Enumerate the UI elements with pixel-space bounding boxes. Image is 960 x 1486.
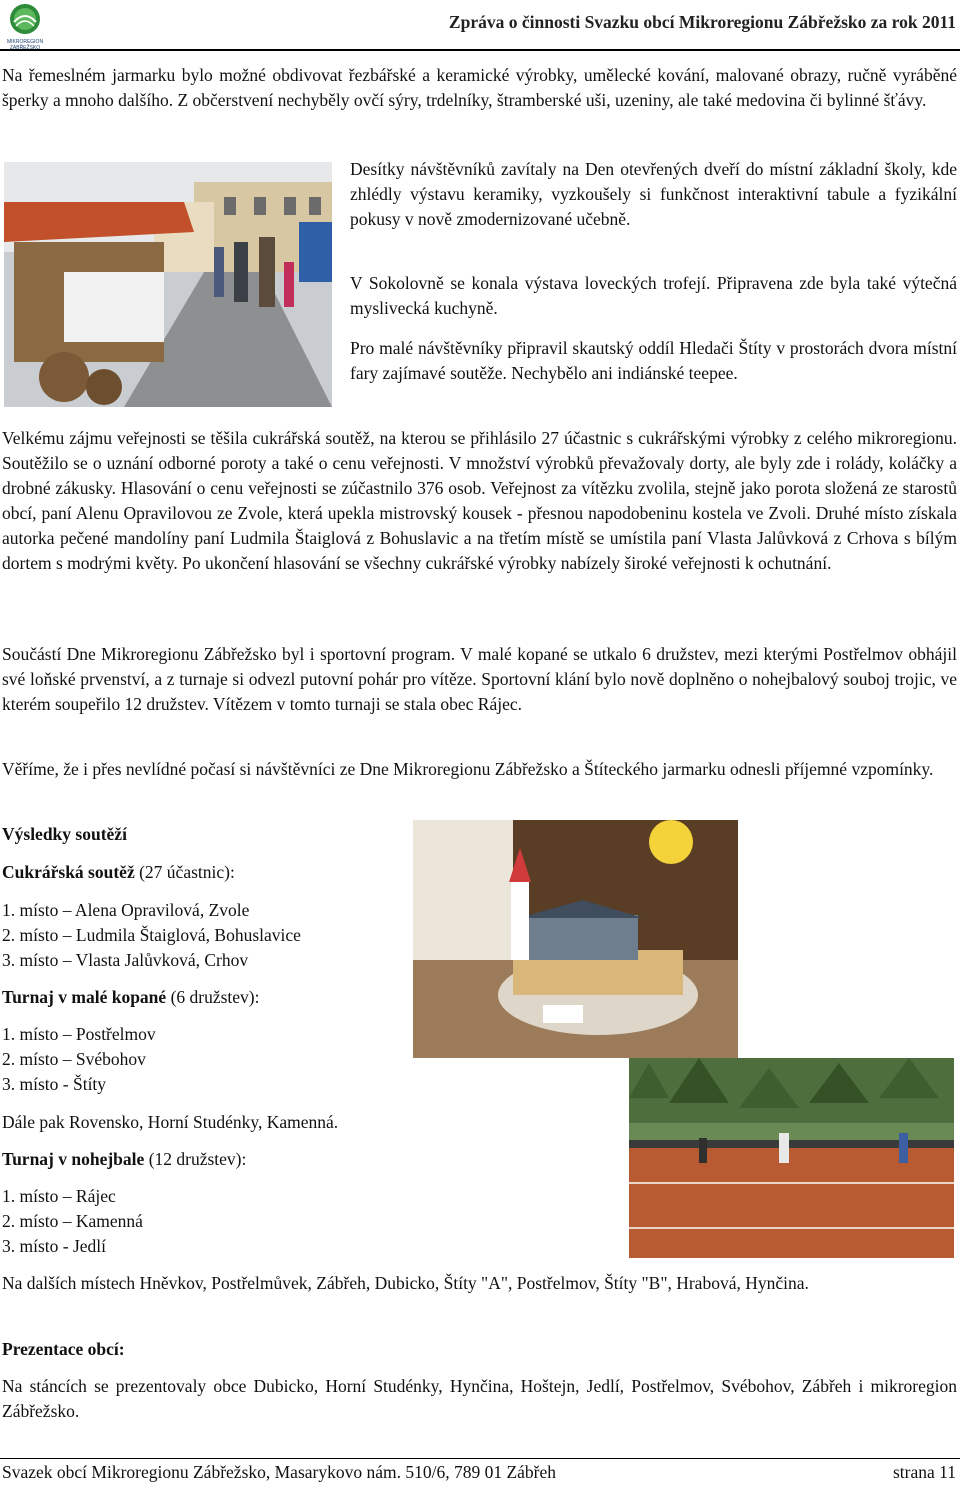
kopana-others: Dále pak Rovensko, Horní Studénky, Kamenná. bbox=[2, 1112, 339, 1132]
result-place: 1. místo – Rájec bbox=[2, 1186, 116, 1206]
result-place: 2. místo – Ludmila Štaiglová, Bohuslavice bbox=[2, 925, 301, 945]
prezentace-paragraph: Na stáncích se prezentovaly obce Dubicko, Horní Studénky, Hynčina, Hoštejn, Jedlí, Postřelmov, Svébohov, Zábřeh i mikroregion Zábřežsko. bbox=[2, 1376, 957, 1421]
kopana-heading: Turnaj v malé kopané (6 družstev): bbox=[2, 987, 260, 1007]
side-paragraph: Desítky návštěvníků zavítaly na Den otevřených dveří do místní základní školy, kde zhlédly výstavu keramiky, vyzkoušely si funkčnost interaktivní tabule a fyzikální pokusy v nově zmodernizované učebně. bbox=[350, 159, 957, 229]
sport-photo bbox=[629, 1058, 954, 1258]
result-place: 1. místo – Postřelmov bbox=[2, 1024, 156, 1044]
side-paragraph: Pro malé návštěvníky připravil skautský oddíl Hledači Štíty v prostorách dvora místní fary zajímavé soutěže. Nechybělo ani indiánské teepee. bbox=[350, 338, 957, 383]
result-place: 3. místo – Vlasta Jalůvková, Crhov bbox=[2, 950, 249, 970]
footer-divider bbox=[0, 1458, 960, 1459]
result-place: 3. místo - Jedlí bbox=[2, 1236, 107, 1256]
footer-address: Svazek obcí Mikroregionu Zábřežsko, Masarykovo nám. 510/6, 789 01 Zábřeh bbox=[2, 1462, 557, 1482]
closing-paragraph: Věříme, že i přes nevlídné počasí si návštěvníci ze Dne Mikroregionu Zábřežsko a Štíteckého jarmarku odnesli příjemné vzpomínky. bbox=[2, 759, 934, 779]
result-place: 1. místo – Alena Opravilová, Zvole bbox=[2, 900, 250, 920]
prezentace-heading: Prezentace obcí: bbox=[2, 1339, 125, 1359]
svg-text:ZÁBŘEŽSKO: ZÁBŘEŽSKO bbox=[9, 45, 41, 50]
results-heading: Výsledky soutěží bbox=[2, 824, 127, 844]
result-place: 2. místo – Kamenná bbox=[2, 1211, 143, 1231]
mikroregion-logo bbox=[4, 2, 46, 50]
cukrarska-heading: Cukrářská soutěž (27 účastnic): bbox=[2, 862, 235, 882]
cake-photo bbox=[413, 820, 738, 1058]
market-photo bbox=[4, 162, 332, 407]
sport-paragraph: Součástí Dne Mikroregionu Zábřežsko byl i sportovní program. V malé kopané se utkalo 6 družstev, mezi kterými Postřelmov obhájil své loňské prvenství, a z turnaje si odvezl putovní pohár pro vítěze. Sportovní klání bylo nově doplněno o nohejbalový souboj trojic, ve kterém soupeřilo 12 družstev. Vítězem v tomto turnaji se stala obec Rájec. bbox=[2, 644, 957, 714]
result-place: 2. místo – Svébohov bbox=[2, 1049, 146, 1069]
nohejbal-heading: Turnaj v nohejbale (12 družstev): bbox=[2, 1149, 247, 1169]
svg-text:MIKROREGION: MIKROREGION bbox=[6, 39, 44, 45]
nohejbal-others: Na dalších místech Hněvkov, Postřelmůvek, Zábřeh, Dubicko, Štíty "A", Postřelmov, Štíty "B", Hrabová, Hynčina. bbox=[2, 1273, 809, 1293]
header-divider bbox=[0, 49, 960, 51]
result-place: 3. místo - Štíty bbox=[2, 1074, 107, 1094]
side-paragraph: V Sokolovně se konala výstava loveckých trofejí. Připravena zde byla také výtečná myslivecká kuchyně. bbox=[350, 273, 957, 318]
intro-paragraph: Na řemeslném jarmarku bylo možné obdivovat řezbářské a keramické výrobky, umělecké kování, malované obrazy, ručně vyráběné šperky a mnoho dalšího. Z občerstvení nechyběly ovčí sýry, trdelníky, štramberské uši, uzeniny, ale také medovina či bylinné šťávy. bbox=[2, 65, 957, 110]
cukrarska-paragraph: Velkému zájmu veřejnosti se těšila cukrářská soutěž, na kterou se přihlásilo 27 účastnic s cukrářskými výrobky z celého mikroregionu. Soutěžilo se o uznání odborné poroty a také o cenu veřejnosti. V množství výrobků převažovaly dorty, ale byly zde i rolády, koláčky a drobné zákusky. Hlasování o cenu veřejnosti se zúčastnilo 376 osob. Veřejnost za vítězku zvolila, stejně jako porota složená ze starostů obcí, paní Alenu Opravilovou ze Zvole, která upekla mistrovský kousek - přesnou napodobeninu kostela ve Zvoli. Druhé místo získala autorka pečené mandolíny paní Ludmila Štaiglová z Bohuslavic a na třetím místě se umístila paní Vlasta Jalůvková z Crhova s bílým dortem s modrými květy. Po ukončení hlasování se všechny cukrářské výrobky nabízely široké veřejnosti k ochutnání. bbox=[2, 428, 957, 573]
header-title: Zpráva o činnosti Svazku obcí Mikroregionu Zábřežsko za rok 2011 bbox=[448, 12, 956, 32]
page-number: strana 11 bbox=[892, 1462, 956, 1482]
